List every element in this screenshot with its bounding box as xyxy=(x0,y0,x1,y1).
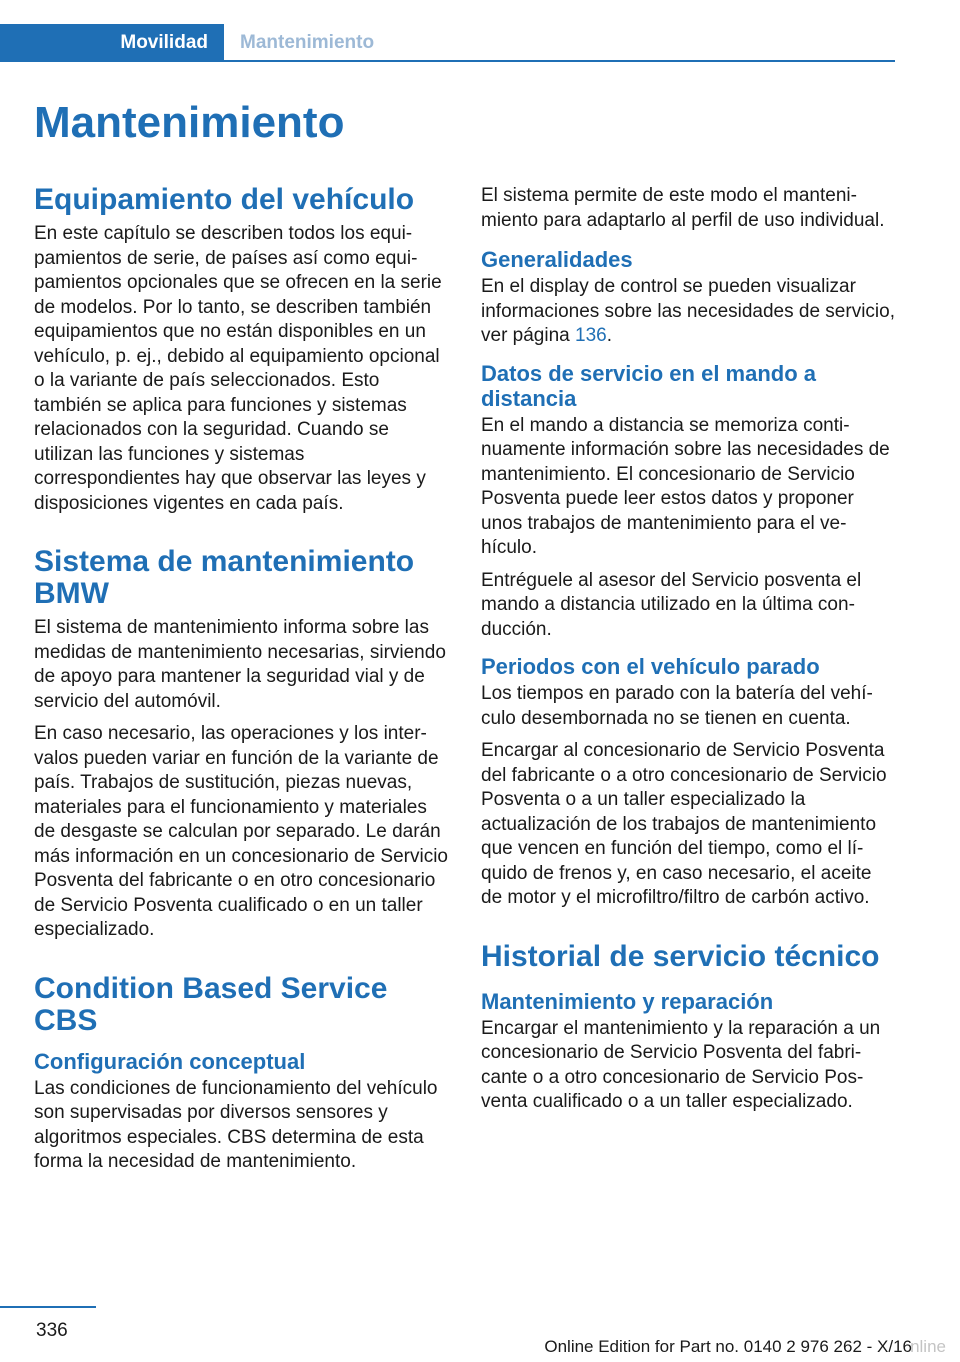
paragraph: En el mando a distancia se memoriza continuamente información sobre las necesidades de mantenimiento. El concesionario de Servicio Posventa puede leer estos datos y proponer unos trabajos de mantenimiento para el vehículo. xyxy=(481,414,890,558)
paragraph: El sistema de mantenimiento informa sobre las medidas de mantenimiento necesarias, sirviendo de apoyo para mantener la seguridad vial y de servicio del automóvil. xyxy=(34,617,446,712)
left-column xyxy=(34,184,448,1175)
paragraph: Las condiciones de funcionamiento del vehículo son supervisadas por diversos sensores y algoritmos especiales. CBS determina de esta forma la necesidad de mantenimiento. xyxy=(34,1077,438,1172)
edition-note: Online Edition for Part no. 0140 2 976 262 - X/16 xyxy=(544,1337,912,1356)
watermark: nline xyxy=(910,1337,946,1356)
paragraph: En este capítulo se describen todos los equipamientos de serie, de países así como equipamientos opcionales que se ofrecen en la serie de modelos. Por lo tanto, se describen también equipamientos que no están disponibles en un vehículo, p. ej., debido al equipamiento opcional o la variante de país seleccionados. Esto también se aplica para funciones y sistemas relacionados con la seguridad. Cuando se utilizan las funciones y sistemas correspondientes hay que observar las leyes y disposiciones vigentes en cada país. xyxy=(34,223,442,514)
tab-underline xyxy=(224,60,895,62)
right-column xyxy=(481,184,895,1115)
section-title-equipamiento: Equipamiento del vehículo xyxy=(34,183,415,216)
paragraph xyxy=(481,275,895,349)
paragraph: En caso necesario, las operaciones y los intervalos pueden variar en función de la variante de país. Trabajos de sustitución, piezas nuevas, materiales para el funcionamiento y materiales de desgaste se calculan por separado. Le darán más información en un concesionario de Servicio Posventa del fabricante o en otro concesionario de Servicio Posventa cualificado o en un taller especializado. xyxy=(34,723,448,940)
subsection-title-generalidades: Generalidades xyxy=(481,247,633,272)
paragraph: El sistema permite de este modo el mantenimiento para adaptarlo al perfil de uso individual. xyxy=(481,185,885,231)
tab-movilidad[interactable]: Movilidad xyxy=(0,24,224,62)
page-number: 336 xyxy=(36,1320,68,1341)
paragraph: Encargar al concesionario de Servicio Posventa del fabricante o a otro concesionario de Servicio Posventa o a un taller especializado la actualización de los trabajos de mantenimiento que vencen en función del tiempo, como el líquido de frenos y, en caso necesario, el aceite de motor y el microfiltro/filtro de carbón activo. xyxy=(481,740,887,908)
subsection-title-configuracion: Configuración conceptual xyxy=(34,1048,306,1074)
text: En el display de control se pueden visualizar informaciones sobre las necesidades de servicio, ver página xyxy=(481,276,895,346)
page-reference-link[interactable]: 136 xyxy=(575,325,607,346)
footer-rule xyxy=(0,1306,96,1308)
subsection-title-mantenimiento-reparacion: Mantenimiento y reparación xyxy=(481,988,774,1014)
paragraph: Encargar el mantenimiento y la reparación a un concesionario de Servicio Posventa del fabricante o a otro concesionario de Servicio Posventa cualificado o a un taller especializado. xyxy=(481,1017,881,1112)
section-title-cbs: Condition Based Service CBS xyxy=(34,971,388,1037)
chapter-title: Mantenimiento xyxy=(34,98,345,147)
tab-mantenimiento[interactable]: Mantenimiento xyxy=(240,32,375,53)
text: . xyxy=(606,325,612,346)
chapter-tabbar xyxy=(0,24,895,62)
paragraph: Los tiempos en parado con la batería del vehículo desembornada no se tienen en cuenta. xyxy=(481,683,873,729)
paragraph: Entréguele al asesor del Servicio posventa el mando a distancia utilizado en la última conducción. xyxy=(481,569,862,640)
section-title-sistema-mantenimiento: Sistema de mantenimiento BMW xyxy=(34,545,415,610)
subsection-title-datos-servicio: Datos de servicio en el mando a distancia xyxy=(481,360,817,411)
section-title-historial: Historial de servicio técnico xyxy=(481,939,880,973)
subsection-title-periodos: Periodos con el vehículo parado xyxy=(481,654,820,679)
